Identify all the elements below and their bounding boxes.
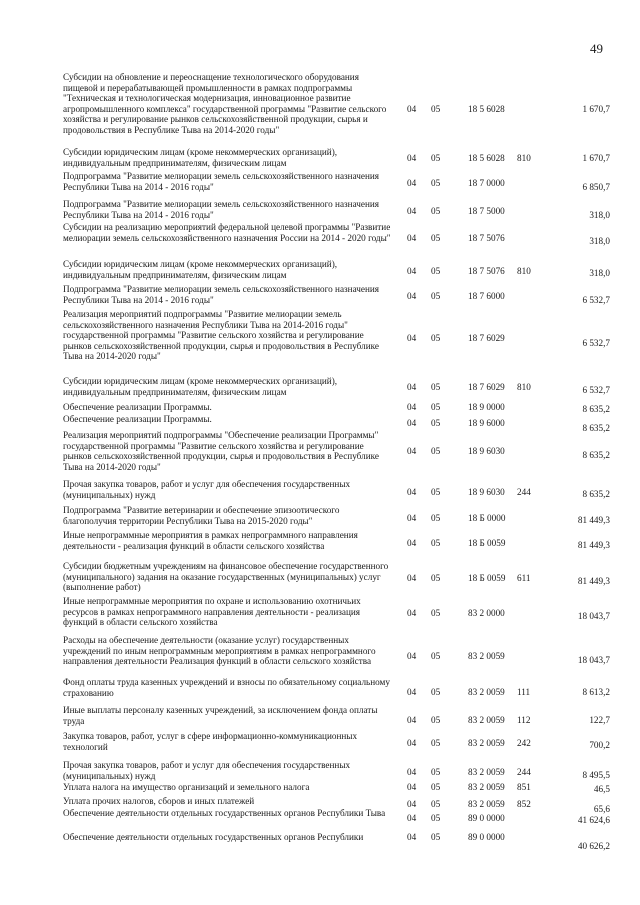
row-target-article: 83 2 0059 — [468, 651, 505, 661]
row-subsection-code: 05 — [431, 738, 441, 748]
row-description: Подпрограмма "Развитие ветеринарии и обеспечение эпизоотического благополучия территории Республики Тыва на 2015-2020 годы" — [63, 505, 340, 526]
page-number: 49 — [590, 41, 603, 56]
row-target-article: 18 7 0000 — [468, 178, 505, 188]
row-target-article: 18 9 0000 — [468, 402, 505, 412]
row-target-article: 83 2 0059 — [468, 738, 505, 748]
row-target-article: 18 7 5000 — [468, 206, 505, 216]
row-target-article: 83 2 0000 — [468, 608, 505, 618]
row-subsection-code: 05 — [431, 104, 441, 114]
row-description: Субсидии на обновление и переоснащение технологического оборудования пищевой и перерабатывающей промышленности в рамках подпрограммы "Техническая и технологическая модернизация, инновационное развитие агропромышленного комплекса" государственной программы "Развитие сельского хозяйства и регулирование рынков сельскохозяйственной продукции, сырья и продовольствия в Республике Тыва на 2014-2020 годы" — [63, 72, 387, 135]
row-subsection-code: 05 — [431, 418, 441, 428]
row-target-article: 18 Б 0059 — [468, 573, 506, 583]
row-target-article: 18 9 6030 — [468, 487, 505, 497]
row-amount: 700,2 — [589, 740, 610, 750]
row-subsection-code: 05 — [431, 446, 441, 456]
row-description: Обеспечение реализации Программы. — [63, 414, 212, 424]
row-amount: 1 670,7 — [582, 153, 610, 163]
row-expense-type: 244 — [517, 487, 531, 497]
row-section-code: 04 — [407, 651, 417, 661]
row-target-article: 18 5 6028 — [468, 153, 505, 163]
row-amount: 81 449,3 — [577, 540, 610, 550]
row-amount: 6 532,7 — [582, 295, 610, 305]
row-expense-type: 852 — [517, 799, 531, 809]
row-expense-type: 851 — [517, 782, 531, 792]
row-target-article: 18 5 6028 — [468, 104, 505, 114]
row-expense-type: 810 — [517, 153, 531, 163]
row-description: Обеспечение реализации Программы. — [63, 402, 212, 412]
row-subsection-code: 05 — [431, 782, 441, 792]
row-expense-type: 810 — [517, 382, 531, 392]
row-section-code: 04 — [407, 715, 417, 725]
row-amount: 318,0 — [589, 268, 610, 278]
row-amount: 6 850,7 — [582, 182, 610, 192]
row-target-article: 18 Б 0000 — [468, 513, 506, 523]
row-target-article: 83 2 0059 — [468, 767, 505, 777]
row-target-article: 18 Б 0059 — [468, 538, 506, 548]
row-expense-type: 611 — [517, 573, 531, 583]
row-subsection-code: 05 — [431, 767, 441, 777]
row-target-article: 83 2 0059 — [468, 799, 505, 809]
row-section-code: 04 — [407, 178, 417, 188]
row-amount: 81 449,3 — [577, 515, 610, 525]
row-amount: 8 635,2 — [582, 423, 610, 433]
row-description: Субсидии на реализацию мероприятий федеральной целевой программы "Развитие мелиорации земель сельскохозяйственного назначения России на 2014 - 2020 годы" — [63, 222, 391, 243]
row-subsection-code: 05 — [431, 813, 441, 823]
row-description: Подпрограмма "Развитие мелиорации земель сельскохозяйственного назначения Республики Тыва на 2014 - 2016 годы" — [63, 171, 380, 192]
row-subsection-code: 05 — [431, 402, 441, 412]
row-amount: 18 043,7 — [577, 655, 610, 665]
row-amount: 46,5 — [593, 784, 610, 794]
row-section-code: 04 — [407, 487, 417, 497]
row-target-article: 18 7 6029 — [468, 382, 505, 392]
row-target-article: 83 2 0059 — [468, 782, 505, 792]
row-section-code: 04 — [407, 832, 417, 842]
row-section-code: 04 — [407, 813, 417, 823]
row-subsection-code: 05 — [431, 266, 441, 276]
row-section-code: 04 — [407, 333, 417, 343]
row-section-code: 04 — [407, 799, 417, 809]
row-description: Реализация мероприятий подпрограммы "Обеспечение реализации Программы" государственной программы "Развитие сельского хозяйства и регулирование рынков сельскохозяйственной продукции, сырья и продовольствия в Республике Тыва на 2014-2020 годы" — [63, 430, 379, 472]
row-section-code: 04 — [407, 767, 417, 777]
row-description: Фонд оплаты труда казенных учреждений и взносы по обязательному социальному страхованию — [63, 677, 390, 698]
row-amount: 8 635,2 — [582, 489, 610, 499]
row-target-article: 83 2 0059 — [468, 687, 505, 697]
row-subsection-code: 05 — [431, 333, 441, 343]
row-subsection-code: 05 — [431, 291, 441, 301]
row-section-code: 04 — [407, 104, 417, 114]
row-section-code: 04 — [407, 402, 417, 412]
row-description: Субсидии юридическим лицам (кроме некоммерческих организаций), индивидуальным предпринимателям, физическим лицам — [63, 259, 338, 280]
row-section-code: 04 — [407, 608, 417, 618]
row-description: Субсидии бюджетным учреждениям на финансовое обеспечение государственного (муниципального) задания на оказание государственных (муниципальных) услуг (выполнение работ) — [63, 561, 389, 593]
row-section-code: 04 — [407, 418, 417, 428]
row-target-article: 83 2 0059 — [468, 715, 505, 725]
row-target-article: 18 9 6000 — [468, 418, 505, 428]
row-subsection-code: 05 — [431, 573, 441, 583]
row-subsection-code: 05 — [431, 651, 441, 661]
row-amount: 8 635,2 — [582, 404, 610, 414]
row-subsection-code: 05 — [431, 687, 441, 697]
row-expense-type: 810 — [517, 266, 531, 276]
row-amount: 6 532,7 — [582, 338, 610, 348]
row-target-article: 18 7 6000 — [468, 291, 505, 301]
row-section-code: 04 — [407, 513, 417, 523]
row-description: Обеспечение деятельности отдельных государственных органов Республики — [63, 832, 364, 842]
row-amount: 318,0 — [589, 236, 610, 246]
row-section-code: 04 — [407, 782, 417, 792]
row-description: Подпрограмма "Развитие мелиорации земель сельскохозяйственного назначения Республики Тыва на 2014 - 2016 годы" — [63, 199, 380, 220]
row-subsection-code: 05 — [431, 178, 441, 188]
row-section-code: 04 — [407, 573, 417, 583]
row-subsection-code: 05 — [431, 832, 441, 842]
row-amount: 41 624,6 — [577, 815, 610, 825]
row-amount: 40 626,2 — [577, 841, 610, 851]
row-section-code: 04 — [407, 538, 417, 548]
row-amount: 8 635,2 — [582, 450, 610, 460]
row-section-code: 04 — [407, 687, 417, 697]
row-amount: 122,7 — [589, 715, 610, 725]
row-expense-type: 244 — [517, 767, 531, 777]
row-description: Субсидии юридическим лицам (кроме некоммерческих организаций), индивидуальным предпринимателям, физическим лицам — [63, 147, 338, 168]
row-amount: 6 532,7 — [582, 385, 610, 395]
row-description: Прочая закупка товаров, работ и услуг для обеспечения государственных (муниципальных) нужд — [63, 479, 351, 500]
row-description: Иные непрограммные мероприятия по охране и использованию охотничьих ресурсов в рамках непрограммного направления деятельности - реализация функций в области сельского хозяйства — [63, 596, 361, 628]
row-target-article: 89 0 0000 — [468, 832, 505, 842]
row-target-article: 89 0 0000 — [468, 813, 505, 823]
row-description: Обеспечение деятельности отдельных государственных органов Республики Тыва — [63, 808, 386, 818]
row-target-article: 18 7 5076 — [468, 233, 505, 243]
row-description: Прочая закупка товаров, работ и услуг для обеспечения государственных (муниципальных) нужд — [63, 760, 351, 781]
row-amount: 81 449,3 — [577, 576, 610, 586]
row-subsection-code: 05 — [431, 487, 441, 497]
row-subsection-code: 05 — [431, 513, 441, 523]
row-subsection-code: 05 — [431, 608, 441, 618]
row-section-code: 04 — [407, 382, 417, 392]
row-section-code: 04 — [407, 738, 417, 748]
row-description: Реализация мероприятий подпрограммы "Развитие мелиорации земель сельскохозяйственного назначения Республики Тыва на 2014-2016 годы" государственной программы "Развитие сельского хозяйства и регулирование рынков сельскохозяйственной продукции, сырья и продовольствия в Республике Тыва на 2014-2020 годы" — [63, 309, 379, 362]
row-subsection-code: 05 — [431, 206, 441, 216]
row-amount: 1 670,7 — [582, 104, 610, 114]
row-amount: 8 495,5 — [582, 770, 610, 780]
row-description: Субсидии юридическим лицам (кроме некоммерческих организаций), индивидуальным предпринимателям, физическим лицам — [63, 376, 338, 397]
row-amount: 8 613,2 — [582, 687, 610, 697]
row-section-code: 04 — [407, 446, 417, 456]
row-subsection-code: 05 — [431, 538, 441, 548]
row-amount: 18 043,7 — [577, 611, 610, 621]
row-section-code: 04 — [407, 266, 417, 276]
row-expense-type: 112 — [517, 715, 531, 725]
row-subsection-code: 05 — [431, 715, 441, 725]
row-description: Расходы на обеспечение деятельности (оказание услуг) государственных учреждений по иным непрограммным мероприятиям в рамках непрограммного направления деятельности Реализация функций в области сельского хозяйства — [63, 635, 376, 667]
row-description: Уплата прочих налогов, сборов и иных платежей — [63, 796, 255, 806]
row-subsection-code: 05 — [431, 153, 441, 163]
row-section-code: 04 — [407, 291, 417, 301]
row-amount: 318,0 — [589, 210, 610, 220]
row-section-code: 04 — [407, 233, 417, 243]
row-description: Уплата налога на имущество организаций и земельного налога — [63, 782, 310, 792]
row-expense-type: 111 — [517, 687, 531, 697]
row-subsection-code: 05 — [431, 382, 441, 392]
row-section-code: 04 — [407, 206, 417, 216]
row-description: Иные непрограммные мероприятия в рамках непрограммного направления деятельности - реализация функций в области сельского хозяйства — [63, 530, 358, 551]
row-section-code: 04 — [407, 153, 417, 163]
row-expense-type: 242 — [517, 738, 531, 748]
row-description: Иные выплаты персоналу казенных учреждений, за исключением фонда оплаты труда — [63, 705, 378, 726]
row-description: Подпрограмма "Развитие мелиорации земель сельскохозяйственного назначения Республики Тыва на 2014 - 2016 годы" — [63, 284, 380, 305]
row-target-article: 18 7 6029 — [468, 333, 505, 343]
row-subsection-code: 05 — [431, 799, 441, 809]
row-amount: 65,6 — [593, 804, 610, 814]
row-target-article: 18 9 6030 — [468, 446, 505, 456]
row-target-article: 18 7 5076 — [468, 266, 505, 276]
row-subsection-code: 05 — [431, 233, 441, 243]
row-description: Закупка товаров, работ, услуг в сфере информационно-коммуникационных технологий — [63, 731, 358, 752]
